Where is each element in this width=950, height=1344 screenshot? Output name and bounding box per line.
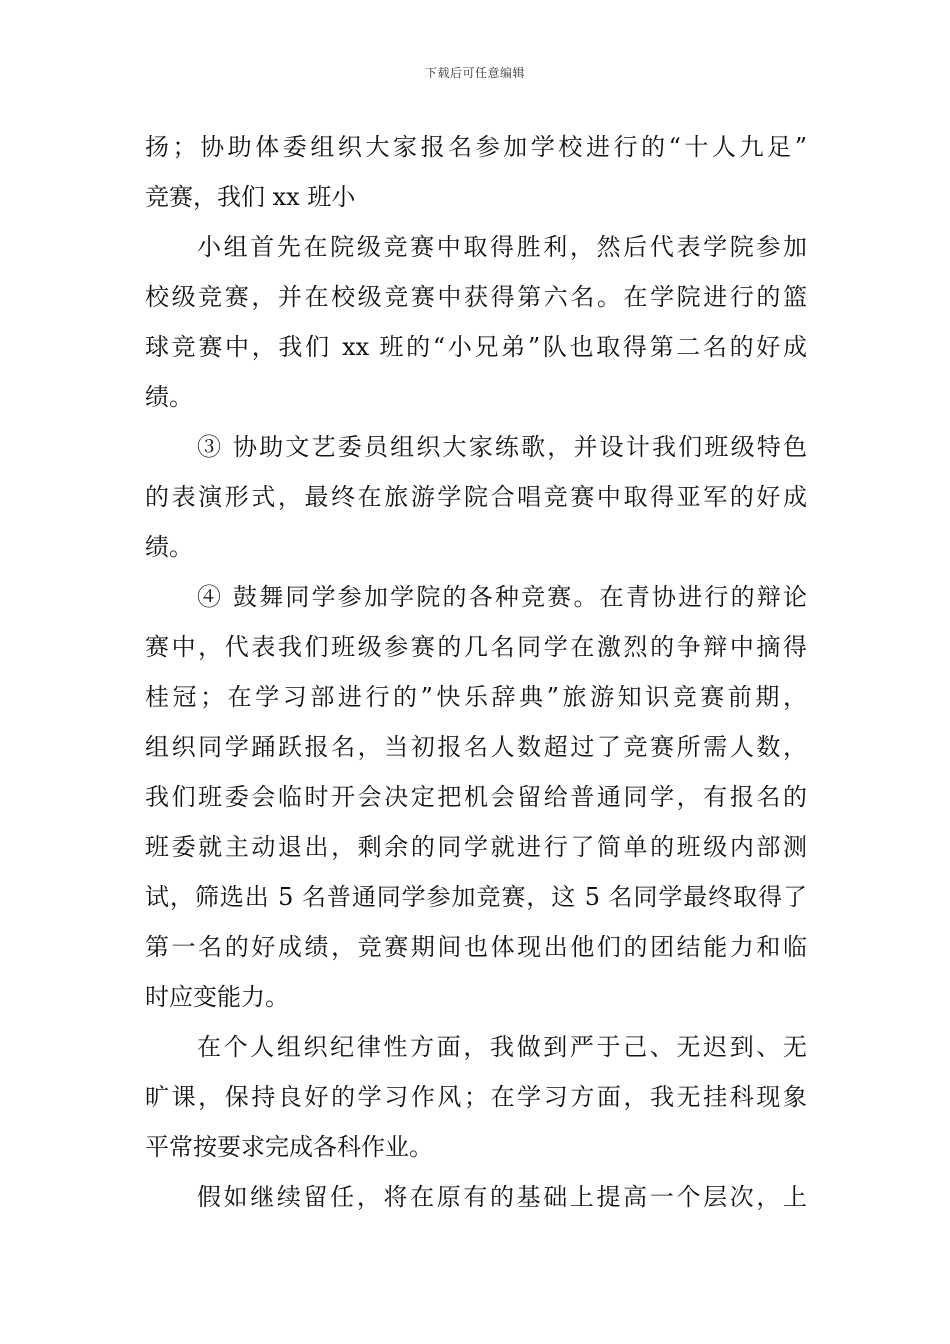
text-line: 我们班委会临时开会决定把机会留给普通同学，有报名的: [145, 783, 807, 811]
text-line: 第一名的好成绩，竞赛期间也体现出他们的团结能力和临: [145, 933, 807, 961]
text-line: 绩。: [145, 383, 193, 411]
text-line: ③ 协助文艺委员组织大家练歌，并设计我们班级特色: [197, 433, 807, 461]
text-line: 赛中，代表我们班级参赛的几名同学在激烈的争辩中摘得: [145, 633, 807, 661]
text-line: 时应变能力。: [145, 983, 289, 1011]
text-line: 在个人组织纪律性方面，我做到严于己、无迟到、无: [197, 1033, 807, 1061]
text-line: 球竞赛中，我们 xx 班的“小兄弟”队也取得第二名的好成: [145, 333, 807, 361]
text-line: 组织同学踊跃报名，当初报名人数超过了竞赛所需人数，: [145, 733, 807, 761]
text-line: 试，筛选出 5 名普通同学参加竞赛，这 5 名同学最终取得了: [145, 883, 807, 911]
paragraph: [145, 122, 807, 222]
text-line: 桂冠；在学习部进行的”快乐辞典”旅游知识竞赛前期，: [145, 683, 807, 711]
text-line: 旷课，保持良好的学习作风；在学习方面，我无挂科现象: [145, 1083, 807, 1111]
text-line: 班委就主动退出，剩余的同学就进行了简单的班级内部测: [145, 833, 807, 861]
text-line: 假如继续留任，将在原有的基础上提高一个层次，上: [197, 1183, 807, 1211]
text-line: ④ 鼓舞同学参加学院的各种竞赛。在青协进行的辩论: [197, 583, 807, 611]
paragraph: [145, 572, 807, 1022]
paragraph: [145, 422, 807, 572]
text-line: 小组首先在院级竞赛中取得胜利，然后代表学院参加: [197, 233, 807, 261]
text-line: 平常按要求完成各科作业。: [145, 1133, 433, 1161]
text-line: 扬；协助体委组织大家报名参加学校进行的“十人九足”: [145, 133, 807, 161]
header-note: 下载后可任意编辑: [424, 66, 525, 80]
paragraph: [145, 1172, 807, 1222]
paragraph: [145, 1022, 807, 1172]
document-body: [145, 122, 807, 1222]
paragraph: [145, 222, 807, 422]
text-line: 竞赛，我们 xx 班小: [145, 183, 356, 211]
text-line: 校级竞赛，并在校级竞赛中获得第六名。在学院进行的篮: [145, 283, 807, 311]
text-line: 的表演形式，最终在旅游学院合唱竞赛中取得亚军的好成: [145, 483, 807, 511]
text-line: 绩。: [145, 533, 193, 561]
